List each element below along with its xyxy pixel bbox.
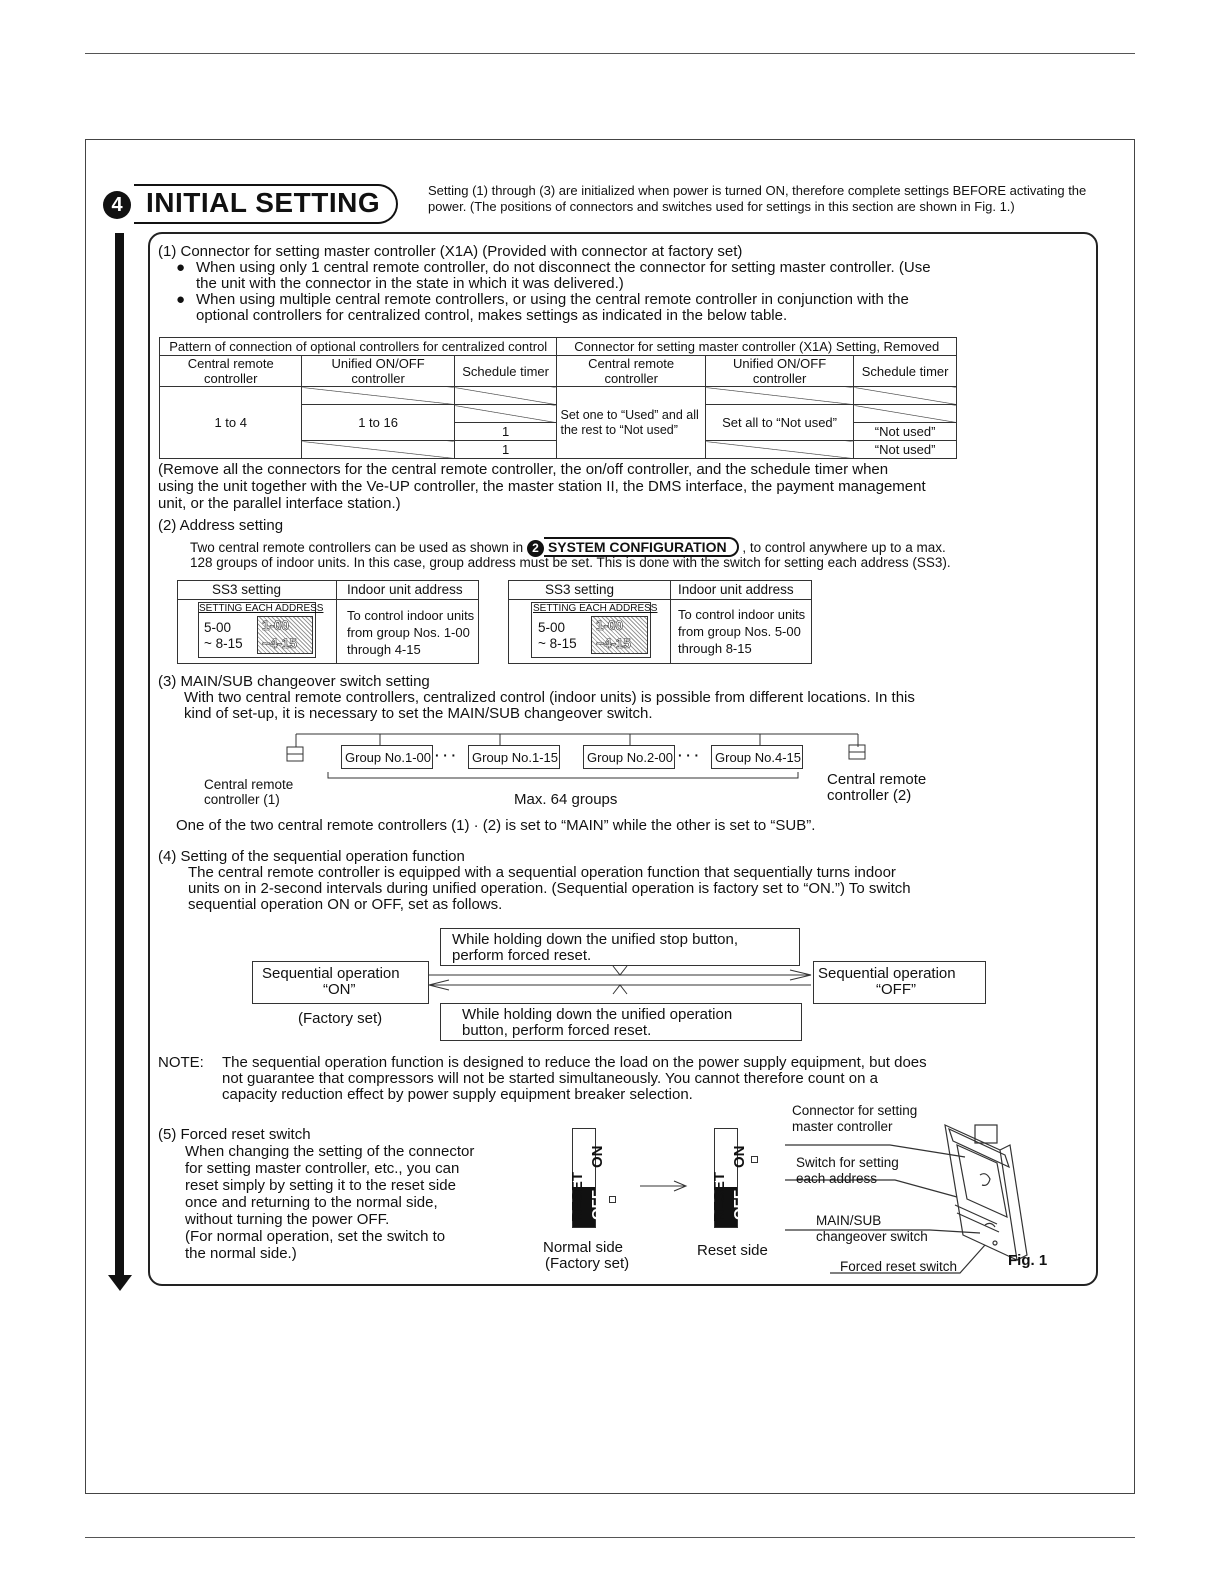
group-1-15: Group No.1-15 <box>472 750 558 765</box>
s2-l1a: Two central remote controllers can be used as shown in <box>190 540 524 555</box>
lbl-ms-a: MAIN/SUB <box>816 1213 882 1228</box>
s3-title: (3) MAIN/SUB changeover switch setting <box>158 673 430 690</box>
switch-reset-label: RESET <box>569 1171 586 1222</box>
th-pattern: Pattern of connection of optional controllers for centralized control <box>160 338 557 356</box>
s3-l1: With two central remote controllers, centralized control (indoor units) is possible from different locations. In this <box>184 689 915 706</box>
t2-desc1: To control indoor units <box>678 607 806 622</box>
bullet-icon: ● <box>176 259 186 276</box>
group-4-15: Group No.4-15 <box>715 750 801 765</box>
factory-set: (Factory set) <box>298 1010 383 1027</box>
crc1-a: Central remote <box>204 777 294 792</box>
note-label: NOTE: <box>158 1054 204 1071</box>
t2-a: 5-00 <box>538 620 566 635</box>
header-note: Setting (1) through (3) are initialized when power is turned ON, therefore complete settings BEFORE activating the power. (The positions of connectors and switches used for settings in this section are shown in Fig. 1.) <box>428 183 1087 214</box>
crc1-b: controller (1) <box>204 792 280 807</box>
lbl-conn-a: Connector for setting <box>792 1103 918 1118</box>
s1-b1-l1: When using only 1 central remote controller, do not disconnect the connector for setting master controller. (Use <box>196 259 931 276</box>
cell-not-used-2: “Not used” <box>854 441 957 459</box>
on-a: Sequential operation <box>262 965 400 982</box>
setting-each-address-label: SETTING EACH ADDRESS <box>199 603 324 614</box>
t1-desc2: from group Nos. 1-00 <box>347 625 470 640</box>
s5-l7: the normal side.) <box>185 1245 297 1262</box>
setting-each-address-label: SETTING EACH ADDRESS <box>533 603 658 614</box>
th-crc: Central remote controller <box>160 356 302 387</box>
lbl-conn-b: master controller <box>792 1119 893 1134</box>
s4-l1: The central remote controller is equipped with a sequential operation function that sequentially turns indoor <box>188 864 896 881</box>
t1-a: 5-00 <box>204 620 232 635</box>
cell-diag <box>854 405 957 423</box>
top-a: While holding down the unified stop button, <box>452 931 739 948</box>
system-configuration-badge: SYSTEM CONFIGURATION <box>544 537 739 557</box>
s1-title: (1) Connector for setting master controller (X1A) (Provided with connector at factory set) <box>158 243 743 260</box>
lbl-sw-b: each address <box>796 1171 878 1186</box>
fig-label: Fig. 1 <box>1008 1252 1048 1269</box>
s1-b2-l1: When using multiple central remote controllers, or using the central remote controller in conjunction with the <box>196 291 909 308</box>
th-schedule: Schedule timer <box>454 356 557 387</box>
s2-line1 <box>190 537 946 557</box>
switch-dot-icon <box>751 1156 758 1163</box>
group-1-00: Group No.1-00 <box>345 750 431 765</box>
cell-diag <box>454 387 557 405</box>
cell-set-one: Set one to “Used” and all the rest to “Not used” <box>557 387 705 459</box>
top-b: perform forced reset. <box>452 947 592 964</box>
crc2-a: Central remote <box>827 771 927 788</box>
switch-off-label: OFF <box>731 1190 748 1220</box>
t2-b: ~ 8-15 <box>538 636 577 651</box>
cell-1to4: 1 to 4 <box>160 387 302 459</box>
connector-table <box>159 337 957 459</box>
s1-b1-l2: the unit with the connector in the state in which it was delivered.) <box>196 275 624 292</box>
s5-l6: (For normal operation, set the switch to <box>185 1228 446 1245</box>
cell-diag <box>854 387 957 405</box>
s5-l1: When changing the setting of the connector <box>185 1143 475 1160</box>
cell-not-used-1: “Not used” <box>854 423 957 441</box>
cell-diag <box>705 441 853 459</box>
note-l3: capacity reduction effect by power supply equipment breaker selection. <box>222 1086 693 1103</box>
ss3-header: SS3 setting <box>212 582 282 597</box>
indoor-header: Indoor unit address <box>347 582 463 597</box>
group-2-00: Group No.2-00 <box>587 750 673 765</box>
switch-on-label: ON <box>731 1145 748 1168</box>
s5-l4: once and returning to the normal side, <box>185 1194 438 1211</box>
bot-a: While holding down the unified operation <box>462 1006 733 1023</box>
note-l1: The sequential operation function is designed to reduce the load on the power supply equipment, but does <box>222 1054 927 1071</box>
s4-l2: units on in 2-second intervals during unified operation. (Sequential operation is factory set to “ON.”) To switch <box>188 880 911 897</box>
s1-remove-l1: (Remove all the connectors for the central remote controller, the on/off controller, and the schedule timer when <box>158 461 889 478</box>
s5-l3: reset simply by setting it to the reset side <box>185 1177 456 1194</box>
lbl-forced-reset: Forced reset switch <box>840 1259 958 1274</box>
s1-b2-l2: optional controllers for centralized control, makes settings as indicated in the below table. <box>196 307 788 324</box>
t1-desc1: To control indoor units <box>347 608 475 623</box>
on-b: “ON” <box>323 981 356 998</box>
s3-one: One of the two central remote controllers (1) · (2) is set to “MAIN” while the other is set to “SUB”. <box>176 817 816 834</box>
switch-on-label: ON <box>589 1145 606 1168</box>
t1-d: ~4-15 <box>262 636 297 651</box>
t1-desc3: through 4-15 <box>347 642 421 657</box>
s3-l2: kind of set-up, it is necessary to set the MAIN/SUB changeover switch. <box>184 705 653 722</box>
bot-b: button, perform forced reset. <box>462 1022 652 1039</box>
switch-reset-label: RESET <box>711 1171 728 1222</box>
bottom-rule <box>85 1537 1135 1538</box>
off-a: Sequential operation <box>818 965 956 982</box>
group-wiring-diagram <box>180 725 1060 815</box>
s5-title: (5) Forced reset switch <box>158 1126 311 1143</box>
s2-l1b: , to control anywhere up to a max. <box>742 540 946 555</box>
cell-1a: 1 <box>454 423 557 441</box>
s1-remove-l3: unit, or the parallel interface station.) <box>158 495 401 512</box>
t2-desc2: from group Nos. 5-00 <box>678 624 801 639</box>
dots-2: · · · <box>678 748 699 763</box>
section-title: INITIAL SETTING <box>134 184 398 224</box>
switch-arrow-icon <box>638 1180 690 1192</box>
t1-c: 1-00 <box>262 618 290 633</box>
reset-side: Reset side <box>697 1242 768 1259</box>
t1-b: ~ 8-15 <box>204 636 243 651</box>
flow-arrow-bar <box>115 233 124 1277</box>
s2-title: (2) Address setting <box>158 517 284 534</box>
crc2-b: controller (2) <box>827 787 912 804</box>
cell-diag <box>454 405 557 423</box>
normal-side-a: Normal side <box>543 1239 624 1256</box>
max-groups: Max. 64 groups <box>514 791 618 808</box>
s1-remove-l2: using the unit together with the Ve-UP controller, the master station II, the DMS interface, the payment management <box>158 478 926 495</box>
cell-diag <box>302 387 454 405</box>
cell-1to16: 1 to 16 <box>302 405 454 441</box>
indoor-header: Indoor unit address <box>678 582 794 597</box>
cell-set-all: Set all to “Not used” <box>705 405 853 441</box>
th-connector: Connector for setting master controller (X1A) Setting, Removed <box>557 338 957 356</box>
t2-d: ~4-15 <box>596 636 631 651</box>
s5-l5: without turning the power OFF. <box>185 1211 390 1228</box>
s2-line2: 128 groups of indoor units. In this case, group address must be set. This is done with the switch for setting each address (SS3). <box>190 555 951 570</box>
s4-l3: sequential operation ON or OFF, set as follows. <box>188 896 503 913</box>
th-crc2: Central remote controller <box>557 356 705 387</box>
lbl-ms-b: changeover switch <box>816 1229 928 1244</box>
th-unified2: Unified ON/OFF controller <box>705 356 853 387</box>
off-b: “OFF” <box>876 981 916 998</box>
s4-title: (4) Setting of the sequential operation function <box>158 848 465 865</box>
switch-dot-icon <box>609 1196 616 1203</box>
th-schedule2: Schedule timer <box>854 356 957 387</box>
t2-desc3: through 8-15 <box>678 641 752 656</box>
cell-diag <box>302 441 454 459</box>
ss3-header: SS3 setting <box>545 582 615 597</box>
switch-off-label: OFF <box>589 1190 606 1220</box>
top-rule <box>85 53 1135 54</box>
dots-1: · · · <box>435 748 456 763</box>
bullet-icon: ● <box>176 291 186 308</box>
th-unified: Unified ON/OFF controller <box>302 356 454 387</box>
normal-side-b: (Factory set) <box>545 1255 630 1272</box>
inline-badge-number: 2 <box>527 540 544 557</box>
note-l2: not guarantee that compressors will not be started simultaneously. You cannot therefore count on a <box>222 1070 878 1087</box>
s5-l2: for setting master controller, etc., you can <box>185 1160 460 1177</box>
cell-1b: 1 <box>454 441 557 459</box>
cell-diag <box>705 387 853 405</box>
t2-c: 1-00 <box>596 618 624 633</box>
flow-arrow-head-icon <box>108 1275 132 1291</box>
lbl-sw-a: Switch for setting <box>796 1155 899 1170</box>
section-number-badge: 4 <box>103 191 131 219</box>
